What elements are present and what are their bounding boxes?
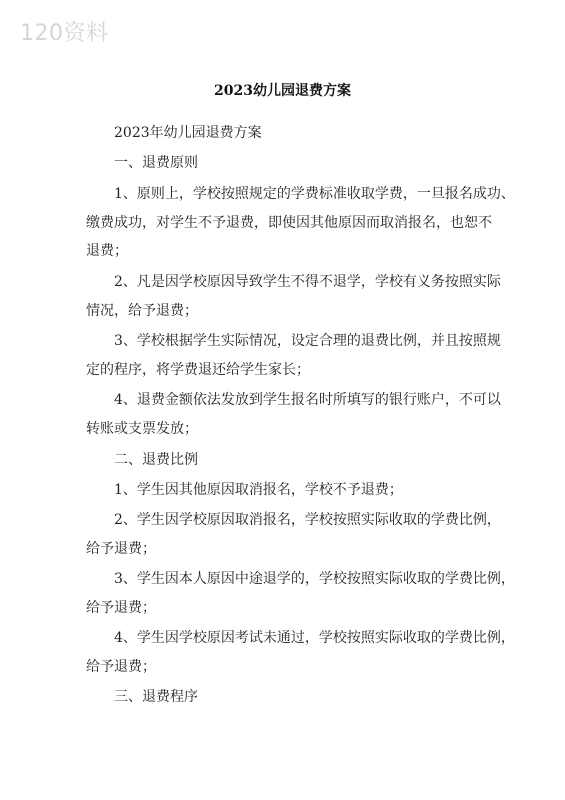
paragraph-line: 2、凡是因学校原因导致学生不得不退学，学校有义务按照实际 bbox=[114, 274, 501, 290]
paragraph-line: 给予退费； bbox=[86, 600, 156, 616]
intro-line: 2023年幼儿园退费方案 bbox=[114, 125, 262, 141]
section-heading: 二、退费比例 bbox=[114, 452, 198, 468]
section-heading: 一、退费原则 bbox=[114, 155, 198, 171]
paragraph-line: 1、原则上，学校按照规定的学费标准收取学费，一旦报名成功、 bbox=[114, 186, 515, 202]
paragraph-line: 退费； bbox=[86, 243, 128, 259]
paragraph-line: 给予退费； bbox=[86, 541, 156, 557]
watermark: 120资料 bbox=[20, 21, 109, 46]
paragraph-line: 3、学生因本人原因中途退学的，学校按照实际收取的学费比例， bbox=[114, 571, 515, 587]
section-heading: 三、退费程序 bbox=[114, 689, 198, 705]
paragraph-line: 缴费成功，对学生不予退费，即使因其他原因而取消报名，也恕不 bbox=[86, 215, 492, 231]
page-title: 2023幼儿园退费方案 bbox=[214, 83, 351, 99]
paragraph-line: 2、学生因学校原因取消报名，学校按照实际收取的学费比例， bbox=[114, 512, 501, 528]
paragraph-line: 转账或支票发放； bbox=[86, 421, 198, 437]
paragraph-line: 4、学生因学校原因考试未通过，学校按照实际收取的学费比例， bbox=[114, 630, 515, 646]
paragraph-line: 3、学校根据学生实际情况，设定合理的退费比例，并且按照规 bbox=[114, 333, 501, 349]
paragraph-line: 给予退费； bbox=[86, 659, 156, 675]
paragraph-line: 4、退费金额依法发放到学生报名时所填写的银行账户，不可以 bbox=[114, 392, 501, 408]
paragraph-line: 情况，给予退费； bbox=[86, 303, 198, 319]
paragraph-line: 1、学生因其他原因取消报名，学校不予退费； bbox=[114, 482, 403, 498]
paragraph-line: 定的程序，将学费退还给学生家长； bbox=[86, 362, 310, 378]
